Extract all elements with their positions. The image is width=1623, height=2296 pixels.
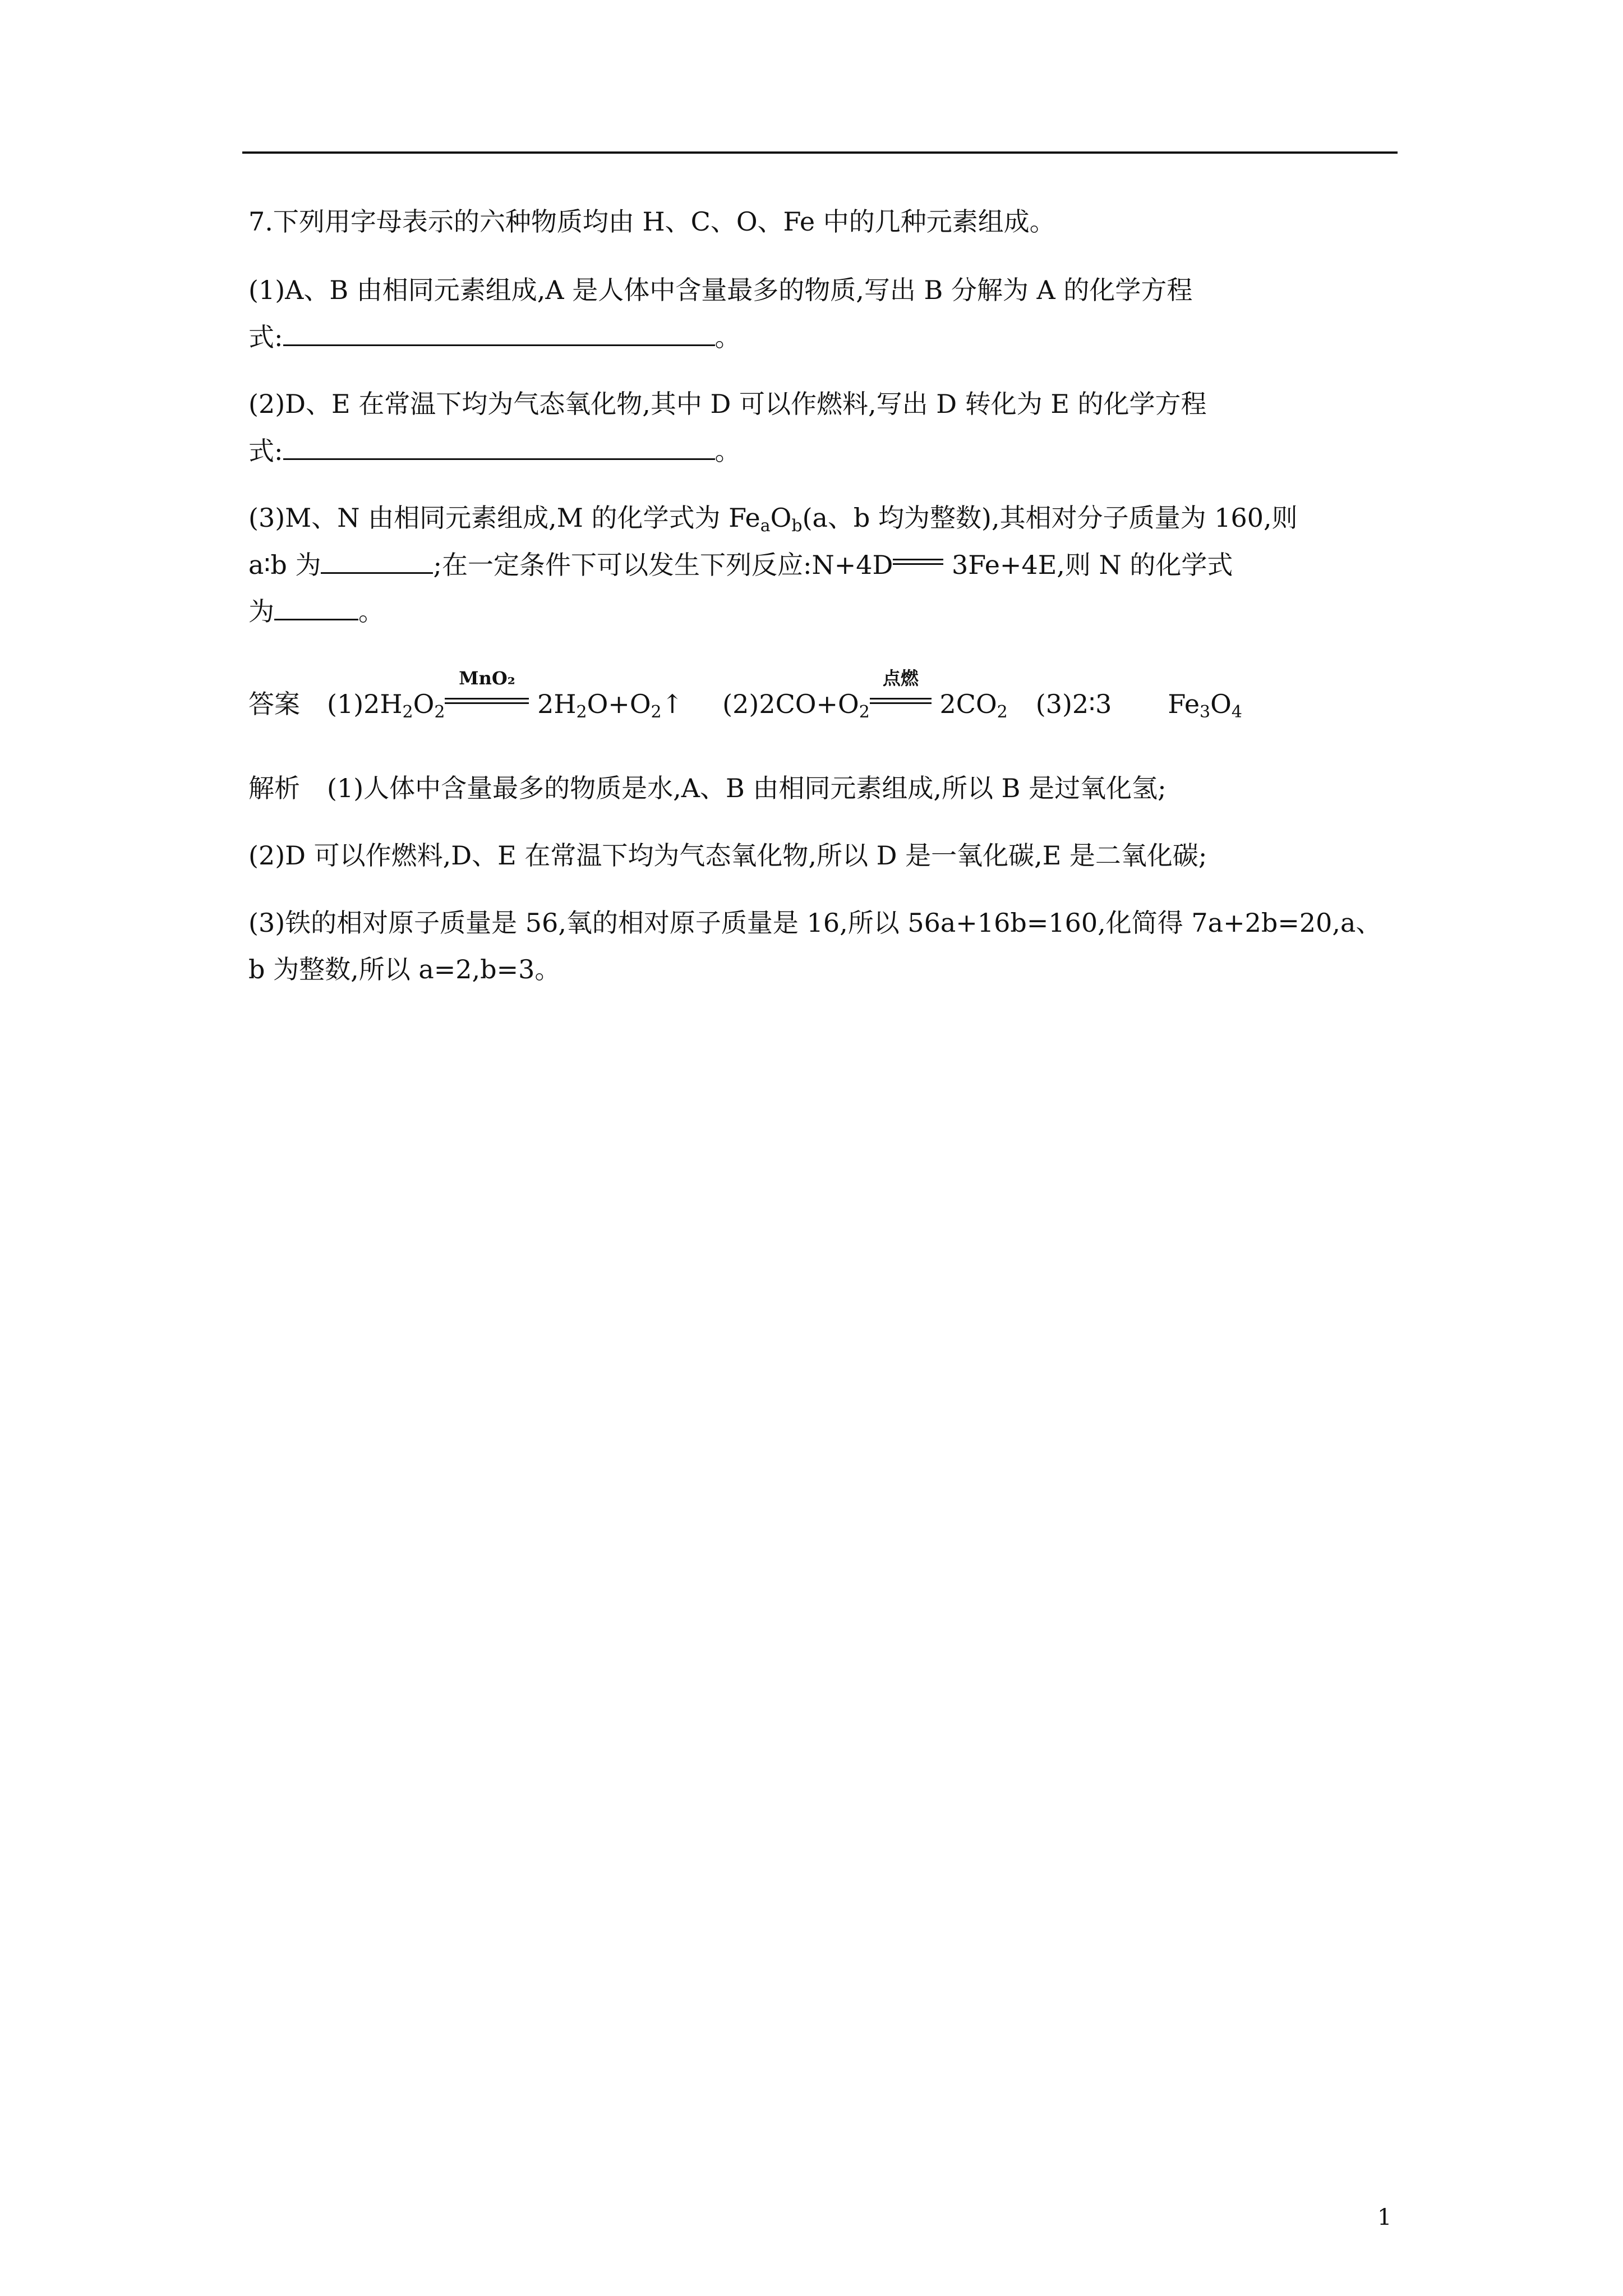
question-part2-line2	[248, 434, 741, 468]
part2-suffix: 。	[714, 436, 741, 466]
answer-part2: (2)2CO+O	[722, 689, 859, 719]
water-h: 2H	[529, 689, 577, 719]
sub-2: 2	[859, 702, 870, 722]
part3-reaction-text: ;在一定条件下可以发生下列反应:N+4D	[433, 550, 893, 580]
oxygen-symbol: O	[1210, 689, 1232, 719]
mno2-condition	[445, 668, 529, 721]
analysis-line3: (3)铁的相对原子质量是 56,氧的相对原子质量是 16,所以 56a+16b=160,化简得 7a+2b=20,a、	[248, 908, 1382, 938]
answer-label: 答案	[248, 689, 300, 719]
analysis-line4: b 为整数,所以 a=2,b=3。	[248, 954, 561, 984]
catalyst-label: MnO₂	[459, 668, 515, 689]
sub-2: 2	[402, 702, 413, 722]
sub-2: 2	[651, 702, 662, 722]
sub-2: 2	[997, 702, 1008, 722]
header-rule	[242, 151, 1398, 154]
part1-prefix: 式:	[248, 322, 283, 352]
question-part2-line1: (2)D、E 在常温下均为气态氧化物,其中 D 可以作燃料,写出 D 转化为 E 的化学方程	[248, 389, 1207, 419]
answer-part3: (3)2∶3	[1035, 689, 1112, 719]
answer-blank-2[interactable]	[283, 434, 715, 460]
sub-4: 4	[1231, 702, 1242, 722]
sub-3: 3	[1200, 702, 1211, 722]
water-tail: O+O	[587, 689, 651, 719]
oxygen-symbol: O	[413, 689, 435, 719]
subscript-a: a	[760, 516, 771, 536]
part3-reaction-tail: 3Fe+4E,则 N 的化学式	[943, 550, 1233, 580]
part3-wei: 为	[248, 596, 274, 627]
analysis-text-1: (1)人体中含量最多的物质是水,A、B 由相同元素组成,所以 B 是过氧化氢;	[327, 773, 1166, 803]
part3-text-a: (3)M、N 由相同元素组成,M 的化学式为 Fe	[248, 503, 760, 533]
part3-period: 。	[358, 596, 384, 627]
subscript-b: b	[791, 516, 803, 536]
analysis-label: 解析	[248, 773, 300, 803]
page-number: 1	[1377, 2205, 1392, 2230]
analysis-line2: (2)D 可以作燃料,D、E 在常温下均为气态氧化物,所以 D 是一氧化碳,E 是二氧化碳;	[248, 840, 1207, 871]
answer-line	[248, 668, 1242, 722]
ignition-condition	[870, 668, 932, 721]
answer-blank-3[interactable]	[321, 547, 433, 574]
question-part3-line2	[248, 547, 1233, 582]
part1-suffix: 。	[714, 322, 741, 352]
question-part3-line3	[248, 594, 384, 628]
answer-blank-1[interactable]	[283, 320, 715, 346]
analysis-line1	[248, 771, 1166, 805]
answer-part1: (1)2H	[327, 689, 403, 719]
oxygen-symbol: O	[770, 503, 792, 533]
gas-arrow-icon: ↑	[661, 689, 684, 719]
fe-symbol: Fe	[1168, 689, 1200, 719]
part3-ratio-label: a∶b 为	[248, 550, 321, 580]
part2-prefix: 式:	[248, 436, 283, 466]
question-part3-line1	[248, 501, 1298, 535]
reaction-equals-sign	[893, 548, 943, 582]
sub-2: 2	[434, 702, 445, 722]
ignition-label: 点燃	[882, 668, 919, 689]
sub-2: 2	[576, 702, 587, 722]
answer-blank-4[interactable]	[274, 594, 358, 620]
part3-text-b: (a、b 均为整数),其相对分子质量为 160,则	[802, 503, 1298, 533]
question-title: 7.下列用字母表示的六种物质均由 H、C、O、Fe 中的几种元素组成。	[248, 206, 1055, 237]
co2-text: 2CO	[931, 689, 997, 719]
question-part1-line2	[248, 320, 741, 354]
question-part1-line1: (1)A、B 由相同元素组成,A 是人体中含量最多的物质,写出 B 分解为 A 的化学方程	[248, 275, 1193, 305]
